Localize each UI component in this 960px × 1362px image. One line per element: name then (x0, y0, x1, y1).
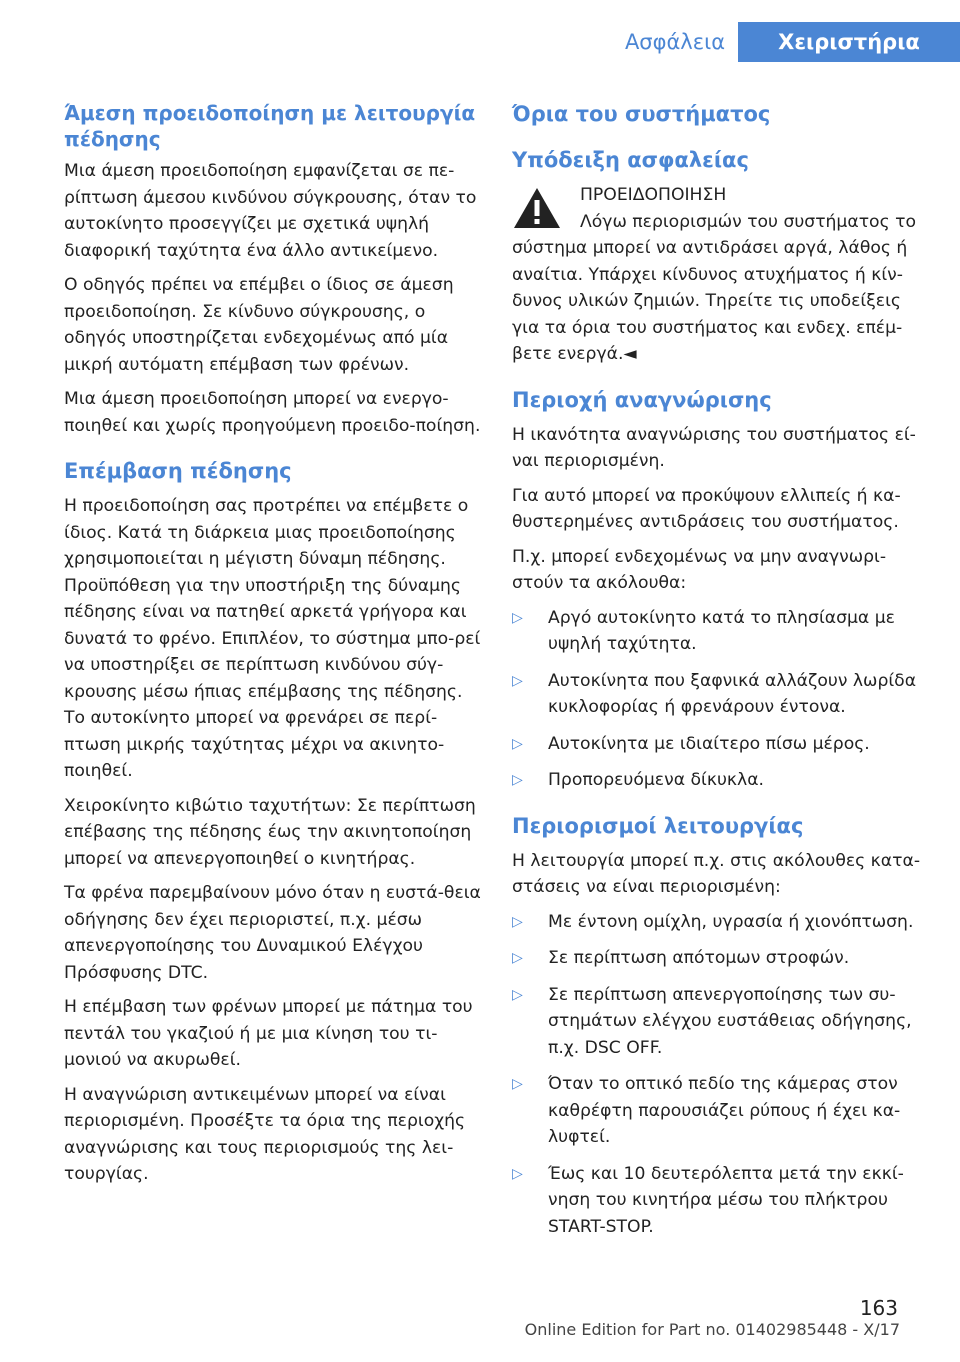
warning-title: ΠΡΟΕΙΔΟΠΟΙΗΣΗ (580, 185, 727, 205)
edition-footer: Online Edition for Part no. 01402985448 - X/17 (524, 1320, 900, 1339)
paragraph: Ο οδηγός πρέπει να επέμβει ο ίδιος σε άμεση προειδοποίηση. Σε κίνδυνο σύγκρουσης, ο οδηγός υποστηρίζεται ενδεχομένως από μία μικρή αυτόματη επέμβαση των φρένων. (64, 275, 454, 375)
page-number: 163 (859, 1296, 898, 1320)
triangle-bullet-icon: ▷ (512, 772, 523, 788)
triangle-bullet-icon: ▷ (512, 609, 523, 626)
paragraph: Η προειδοποίηση σας προτρέπει να επέμβετε ο ίδιος. Κατά τη διάρκεια μιας προειδοποίησης χρησιμοποιείται η μέγιστη δύναμη πέδησης. Προϋπόθεση για την υποστήριξη της δύναμης πέδησης είναι να πατηθεί αρκετά γρήγορα και δυνατά το φρένο. Επιπλέον, το σύστημα μπο‐ρεί να υποστηρίξει σε περίπτωση κινδύνου σύγ‐κρουσης μέσω ήπιας επέμβασης της πέδησης. Το αυτοκίνητο μπορεί να φρενάρει σε περί‐πτωση μικρής ταχύτητας μέχρι να ακινητο‐ποιηθεί. (64, 496, 481, 781)
paragraph: Χειροκίνητο κιβώτιο ταχυτήτων: Σε περίπτωση επέβασης της πέδησης έως την ακινητοποίηση μπορεί να απενεργοποιηθεί ο κινητήρας. (64, 795, 476, 869)
paragraph: Η ικανότητα αναγνώρισης του συστήματος εί‐ναι περιορισμένη. (512, 424, 916, 471)
list-item (512, 731, 932, 758)
paragraph: Μια άμεση προειδοποίηση μπορεί να ενεργο‐ποιηθεί και χωρίς προηγούμενη προειδο‐ποίηση. (64, 389, 481, 436)
paragraph: Για αυτό μπορεί να προκύψουν ελλιπείς ή κα‐θυστερημένες αντιδράσεις του συστήματος. (512, 485, 901, 532)
paragraph: Η αναγνώριση αντικειμένων μπορεί να είναι περιορισμένη. Προσέξτε τα όρια της περιοχής αναγνώρισης και τους περιορισμούς της λει‐τουργίας. (64, 1084, 466, 1184)
list-item (512, 1161, 932, 1241)
paragraph: Π.χ. μπορεί ενδεχομένως να μην αναγνωρι‐στούν τα ακόλουθα: (512, 546, 887, 593)
list-item (512, 668, 932, 721)
heading-functional-limits: Περιορισμοί λειτουργίας (512, 813, 804, 838)
heading-immediate-warning: Άμεση προειδοποίηση με λειτουργία πέδησης (64, 101, 476, 151)
page-header (0, 22, 960, 62)
list-item-text: Όταν το οπτικό πεδίο της κάμερας στον καθρέφτη παρουσιάζει ρύπους ή έχει κα‐λυφτεί. (548, 1074, 901, 1147)
list-item-text: Έως και 10 δευτερόλεπτα μετά την εκκί‐νηση του κινητήρα μέσω του πλήκτρου START-STOP. (548, 1163, 904, 1237)
paragraph: Η επέμβαση των φρένων μπορεί με πάτημα του πεντάλ του γκαζιού ή με μια κίνηση του τι‐μονιού να ακυρωθεί. (64, 997, 473, 1070)
warning-triangle-icon (512, 186, 562, 230)
list-item-text: Προπορευόμενα δίκυκλα. (548, 770, 764, 790)
warning-body: Λόγω περιορισμών του συστήματος το σύστημα μπορεί να αντιδράσει αργά, λάθος ή αναίτια. Υπάρχει κίνδυνος ατυχήματος ή κίν‐δυνος υλικών ζημιών. Τηρείτε τις υποδείξεις για τα όρια του συστήματος και ενδεχ. επέμ‐βετε ενεργά.◄ (512, 211, 916, 364)
triangle-bullet-icon: ▷ (512, 1076, 523, 1092)
paragraph: Η λειτουργία μπορεί π.χ. στις ακόλουθες κατα‐στάσεις να είναι περιορισμένη: (512, 850, 921, 897)
paragraph: Τα φρένα παρεμβαίνουν μόνο όταν η ευστά‐θεια οδήγησης δεν έχει περιοριστεί, π.χ. μέσω απενεργοποίησης του Δυναμικού Ελέγχου Πρόσφυσης DTC. (64, 883, 481, 983)
list-item-text: Αυτοκίνητα με ιδιαίτερο πίσω μέρος. (548, 733, 870, 754)
warning-box (512, 182, 932, 368)
triangle-bullet-icon: ▷ (512, 950, 523, 966)
list-item (512, 605, 932, 658)
triangle-bullet-icon: ▷ (512, 672, 523, 689)
limits-list (512, 909, 932, 1241)
right-column (512, 100, 932, 1250)
section-tab[interactable]: Ασφάλεια (624, 30, 726, 54)
triangle-bullet-icon: ▷ (512, 986, 523, 1003)
list-item (512, 1071, 932, 1151)
heading-detection-range: Περιοχή αναγνώρισης (512, 387, 772, 412)
list-item (512, 945, 932, 972)
triangle-bullet-icon: ▷ (512, 1165, 523, 1182)
heading-system-limits: Όρια του συστήματος (512, 102, 771, 126)
heading-braking-intervention: Επέμβαση πέδησης (64, 459, 292, 483)
chapter-tab[interactable]: Χειριστήρια (738, 22, 960, 62)
detection-list (512, 605, 932, 794)
list-item-text: Αυτοκίνητα που ξαφνικά αλλάζουν λωρίδα κυκλοφορίας ή φρενάρουν έντονα. (548, 670, 917, 717)
list-item-text: Αργό αυτοκίνητο κατά το πλησίασμα με υψηλή ταχύτητα. (548, 607, 895, 654)
triangle-bullet-icon: ▷ (512, 913, 523, 930)
list-item-text: Σε περίπτωση απενεργοποίησης των συ‐στημάτων ελέγχου ευστάθειας οδήγησης, π.χ. DSC OFF. (548, 984, 912, 1058)
list-item-text: Με έντονη ομίχλη, υγρασία ή χιονόπτωση. (548, 911, 914, 932)
triangle-bullet-icon: ▷ (512, 735, 523, 752)
list-item (512, 767, 932, 794)
paragraph: Μια άμεση προειδοποίηση εμφανίζεται σε πε‐ρίπτωση άμεσου κινδύνου σύγκρουσης, όταν το αυτοκίνητο προσεγγίζει με σχετικά υψηλή διαφορική ταχύτητα ένα άλλο αντικείμενο. (64, 161, 477, 261)
heading-safety-note: Υπόδειξη ασφαλείας (512, 148, 749, 172)
left-column (64, 100, 484, 1196)
list-item (512, 982, 932, 1062)
list-item-text: Σε περίπτωση απότομων στροφών. (548, 948, 850, 968)
list-item (512, 909, 932, 936)
